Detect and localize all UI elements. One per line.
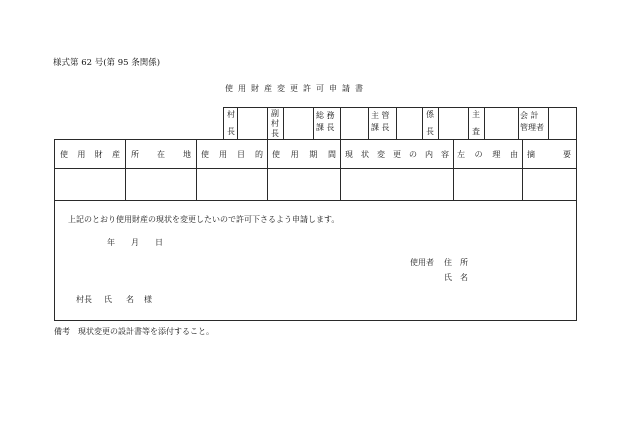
- applicant-name-label: 氏 名: [444, 273, 468, 282]
- form-reference: 様式第 62 号(第 95 条関係): [53, 58, 161, 68]
- column-header-remarks: 摘 要: [527, 150, 571, 159]
- column-header-reason: 左 の 理 由: [457, 150, 518, 159]
- approval-inspector: 主 査: [472, 110, 480, 136]
- addressee-mayor: 村長: [76, 295, 92, 304]
- applicant-address-label: 住 所: [444, 258, 468, 267]
- request-statement: 上記のとおり使用財産の現状を変更したいので許可下さるよう申請します。: [68, 215, 340, 224]
- remarks-note: 備考 現状変更の設計書等を添付すること。: [54, 327, 214, 336]
- column-header-location: 所 在 地: [131, 150, 191, 159]
- approval-deputy-mayor: 副 村 長: [271, 109, 279, 138]
- column-header-period: 使 用 期 間: [272, 150, 336, 159]
- column-header-change-content: 現 状 変 更 の 内 容: [345, 150, 449, 159]
- date-day: 日: [155, 238, 163, 247]
- approval-accounting-manager: 会 計 管理者: [520, 111, 544, 132]
- addressee-name-2: 名: [126, 295, 134, 304]
- date-month: 月: [131, 238, 139, 247]
- addressee-honorific: 様: [144, 295, 152, 304]
- applicant-label: 使用者: [410, 258, 434, 267]
- column-header-purpose: 使 用 目 的: [201, 150, 263, 159]
- addressee-name-1: 氏: [104, 295, 112, 304]
- approval-section-chief: 係 長: [426, 110, 434, 136]
- approval-mayor: 村 長: [227, 110, 235, 136]
- approval-department-chief: 主 管 課 長: [371, 111, 390, 132]
- form-title: 使用財産変更許可申請書: [225, 84, 368, 93]
- column-header-property: 使 用 財 産: [60, 150, 120, 159]
- date-year: 年: [107, 238, 115, 247]
- approval-general-affairs-chief: 総 務 課 長: [316, 111, 335, 132]
